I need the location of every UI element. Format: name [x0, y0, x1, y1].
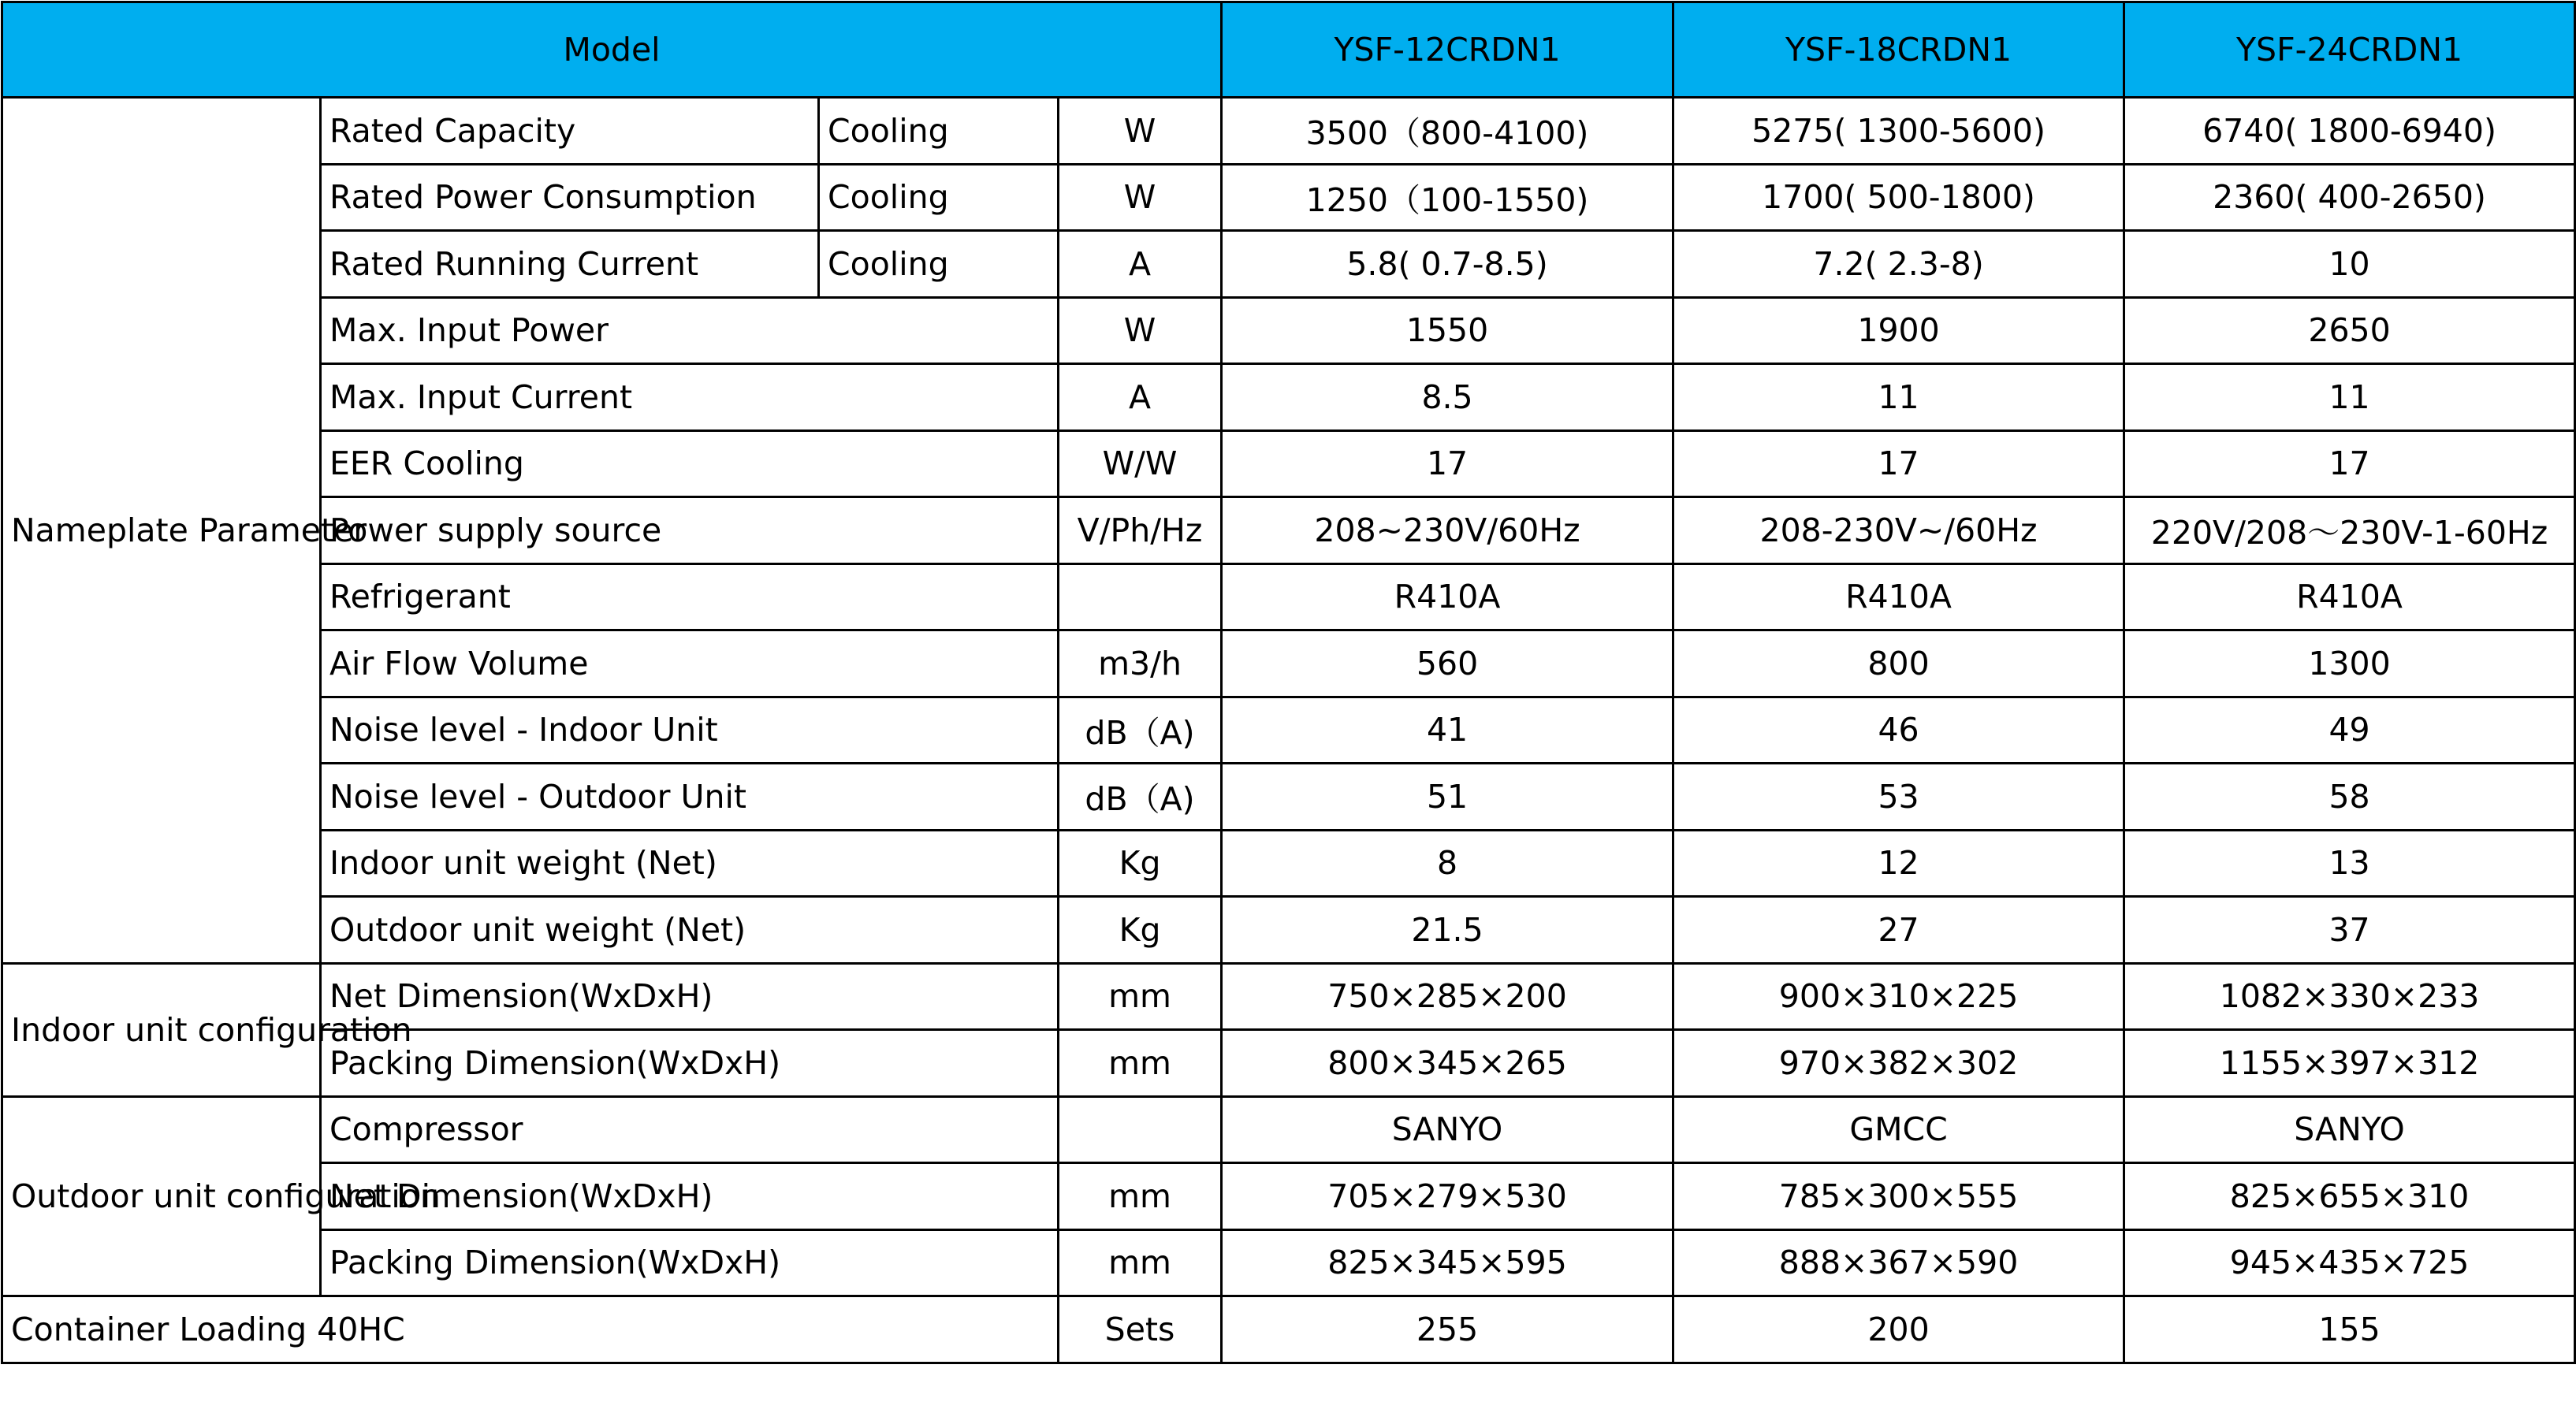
param-label: Net Dimension(WxDxH) [321, 1163, 1059, 1230]
value-cell: 208~230V/60Hz [1222, 497, 1673, 564]
value-cell: 53 [1673, 764, 2124, 831]
value-cell: 3500（800-4100) [1222, 98, 1673, 165]
unit-cell: dB（A) [1059, 764, 1222, 831]
unit-cell: mm [1059, 963, 1222, 1030]
value-cell: SANYO [2124, 1096, 2575, 1163]
param-label: Refrigerant [321, 563, 1059, 630]
header-row [2, 2, 2575, 98]
param-label: Rated Power Consumption [321, 164, 819, 231]
param-label: Container Loading 40HC [2, 1296, 1059, 1363]
unit-cell [1059, 1096, 1222, 1163]
unit-cell: m3/h [1059, 630, 1222, 697]
value-cell: 888×367×590 [1673, 1229, 2124, 1296]
value-cell: 11 [2124, 364, 2575, 431]
value-cell: 17 [1673, 430, 2124, 497]
value-cell: 155 [2124, 1296, 2575, 1363]
unit-cell: A [1059, 231, 1222, 298]
unit-cell: W/W [1059, 430, 1222, 497]
table-row [2, 98, 2575, 165]
value-cell: 5.8( 0.7-8.5) [1222, 231, 1673, 298]
unit-cell: dB（A) [1059, 697, 1222, 764]
param-label: Rated Running Current [321, 231, 819, 298]
unit-cell: Sets [1059, 1296, 1222, 1363]
unit-cell: A [1059, 364, 1222, 431]
table-row [2, 697, 2575, 764]
unit-cell: W [1059, 98, 1222, 165]
table-row [2, 1096, 2575, 1163]
value-cell: 1900 [1673, 297, 2124, 364]
value-cell: 900×310×225 [1673, 963, 2124, 1030]
table-row [2, 497, 2575, 564]
value-cell: R410A [1673, 563, 2124, 630]
param-label: Outdoor unit weight (Net) [321, 897, 1059, 964]
value-cell: 5275( 1300-5600) [1673, 98, 2124, 165]
value-cell: 7.2( 2.3-8) [1673, 231, 2124, 298]
param-label: Power supply source [321, 497, 1059, 564]
value-cell: 17 [2124, 430, 2575, 497]
value-cell: 21.5 [1222, 897, 1673, 964]
table-row [2, 297, 2575, 364]
value-cell: 208-230V~/60Hz [1673, 497, 2124, 564]
value-cell: 1700( 500-1800) [1673, 164, 2124, 231]
value-cell: R410A [1222, 563, 1673, 630]
value-cell: 12 [1673, 830, 2124, 897]
unit-cell: mm [1059, 1229, 1222, 1296]
param-label: Noise level - Indoor Unit [321, 697, 1059, 764]
value-cell: 58 [2124, 764, 2575, 831]
param-label: Compressor [321, 1096, 1059, 1163]
table-row [2, 364, 2575, 431]
section-label-indoor: Indoor unit configuration [2, 963, 321, 1096]
unit-cell: W [1059, 297, 1222, 364]
param-label: Air Flow Volume [321, 630, 1059, 697]
value-cell: 220V/208～230V-1-60Hz [2124, 497, 2575, 564]
section-label-nameplate: Nameplate Parameter [2, 98, 321, 964]
table-row [2, 1229, 2575, 1296]
value-cell: 785×300×555 [1673, 1163, 2124, 1230]
table-row [2, 1296, 2575, 1363]
value-cell: 800×345×265 [1222, 1030, 1673, 1097]
unit-cell: Kg [1059, 897, 1222, 964]
unit-cell: V/Ph/Hz [1059, 497, 1222, 564]
model-header-label: Model [2, 2, 1222, 98]
value-cell: 200 [1673, 1296, 2124, 1363]
param-label: Max. Input Power [321, 297, 1059, 364]
table-row [2, 963, 2575, 1030]
value-cell: 1155×397×312 [2124, 1030, 2575, 1097]
value-cell: 8.5 [1222, 364, 1673, 431]
value-cell: 825×345×595 [1222, 1229, 1673, 1296]
unit-cell [1059, 563, 1222, 630]
condition-label: Cooling [819, 98, 1059, 165]
value-cell: 705×279×530 [1222, 1163, 1673, 1230]
value-cell: 1082×330×233 [2124, 963, 2575, 1030]
model-column-header: YSF-24CRDN1 [2124, 2, 2575, 98]
value-cell: 17 [1222, 430, 1673, 497]
table-row [2, 563, 2575, 630]
value-cell: 37 [2124, 897, 2575, 964]
value-cell: 825×655×310 [2124, 1163, 2575, 1230]
table-row [2, 830, 2575, 897]
param-label: Net Dimension(WxDxH) [321, 963, 1059, 1030]
model-column-header: YSF-12CRDN1 [1222, 2, 1673, 98]
table-row [2, 764, 2575, 831]
value-cell: 6740( 1800-6940) [2124, 98, 2575, 165]
value-cell: 41 [1222, 697, 1673, 764]
table-row [2, 630, 2575, 697]
value-cell: 945×435×725 [2124, 1229, 2575, 1296]
value-cell: 2650 [2124, 297, 2575, 364]
model-column-header: YSF-18CRDN1 [1673, 2, 2124, 98]
value-cell: 560 [1222, 630, 1673, 697]
value-cell: 750×285×200 [1222, 963, 1673, 1030]
table-row [2, 897, 2575, 964]
unit-cell: W [1059, 164, 1222, 231]
section-label-outdoor: Outdoor unit configuration [2, 1096, 321, 1296]
param-label: Noise level - Outdoor Unit [321, 764, 1059, 831]
unit-cell: mm [1059, 1163, 1222, 1230]
table-row [2, 1163, 2575, 1230]
specification-table [1, 1, 2576, 1364]
value-cell: 11 [1673, 364, 2124, 431]
value-cell: 1300 [2124, 630, 2575, 697]
param-label: Indoor unit weight (Net) [321, 830, 1059, 897]
param-label: Max. Input Current [321, 364, 1059, 431]
value-cell: 10 [2124, 231, 2575, 298]
unit-cell: Kg [1059, 830, 1222, 897]
table-row [2, 164, 2575, 231]
value-cell: 51 [1222, 764, 1673, 831]
value-cell: 27 [1673, 897, 2124, 964]
value-cell: GMCC [1673, 1096, 2124, 1163]
table-row [2, 430, 2575, 497]
table-row [2, 231, 2575, 298]
unit-cell: mm [1059, 1030, 1222, 1097]
value-cell: 8 [1222, 830, 1673, 897]
value-cell: SANYO [1222, 1096, 1673, 1163]
value-cell: 49 [2124, 697, 2575, 764]
value-cell: 800 [1673, 630, 2124, 697]
param-label: Packing Dimension(WxDxH) [321, 1229, 1059, 1296]
condition-label: Cooling [819, 231, 1059, 298]
value-cell: 970×382×302 [1673, 1030, 2124, 1097]
value-cell: 1550 [1222, 297, 1673, 364]
value-cell: 2360( 400-2650) [2124, 164, 2575, 231]
value-cell: 46 [1673, 697, 2124, 764]
value-cell: 13 [2124, 830, 2575, 897]
condition-label: Cooling [819, 164, 1059, 231]
param-label: EER Cooling [321, 430, 1059, 497]
param-label: Packing Dimension(WxDxH) [321, 1030, 1059, 1097]
param-label: Rated Capacity [321, 98, 819, 165]
value-cell: 255 [1222, 1296, 1673, 1363]
value-cell: 1250（100-1550) [1222, 164, 1673, 231]
value-cell: R410A [2124, 563, 2575, 630]
